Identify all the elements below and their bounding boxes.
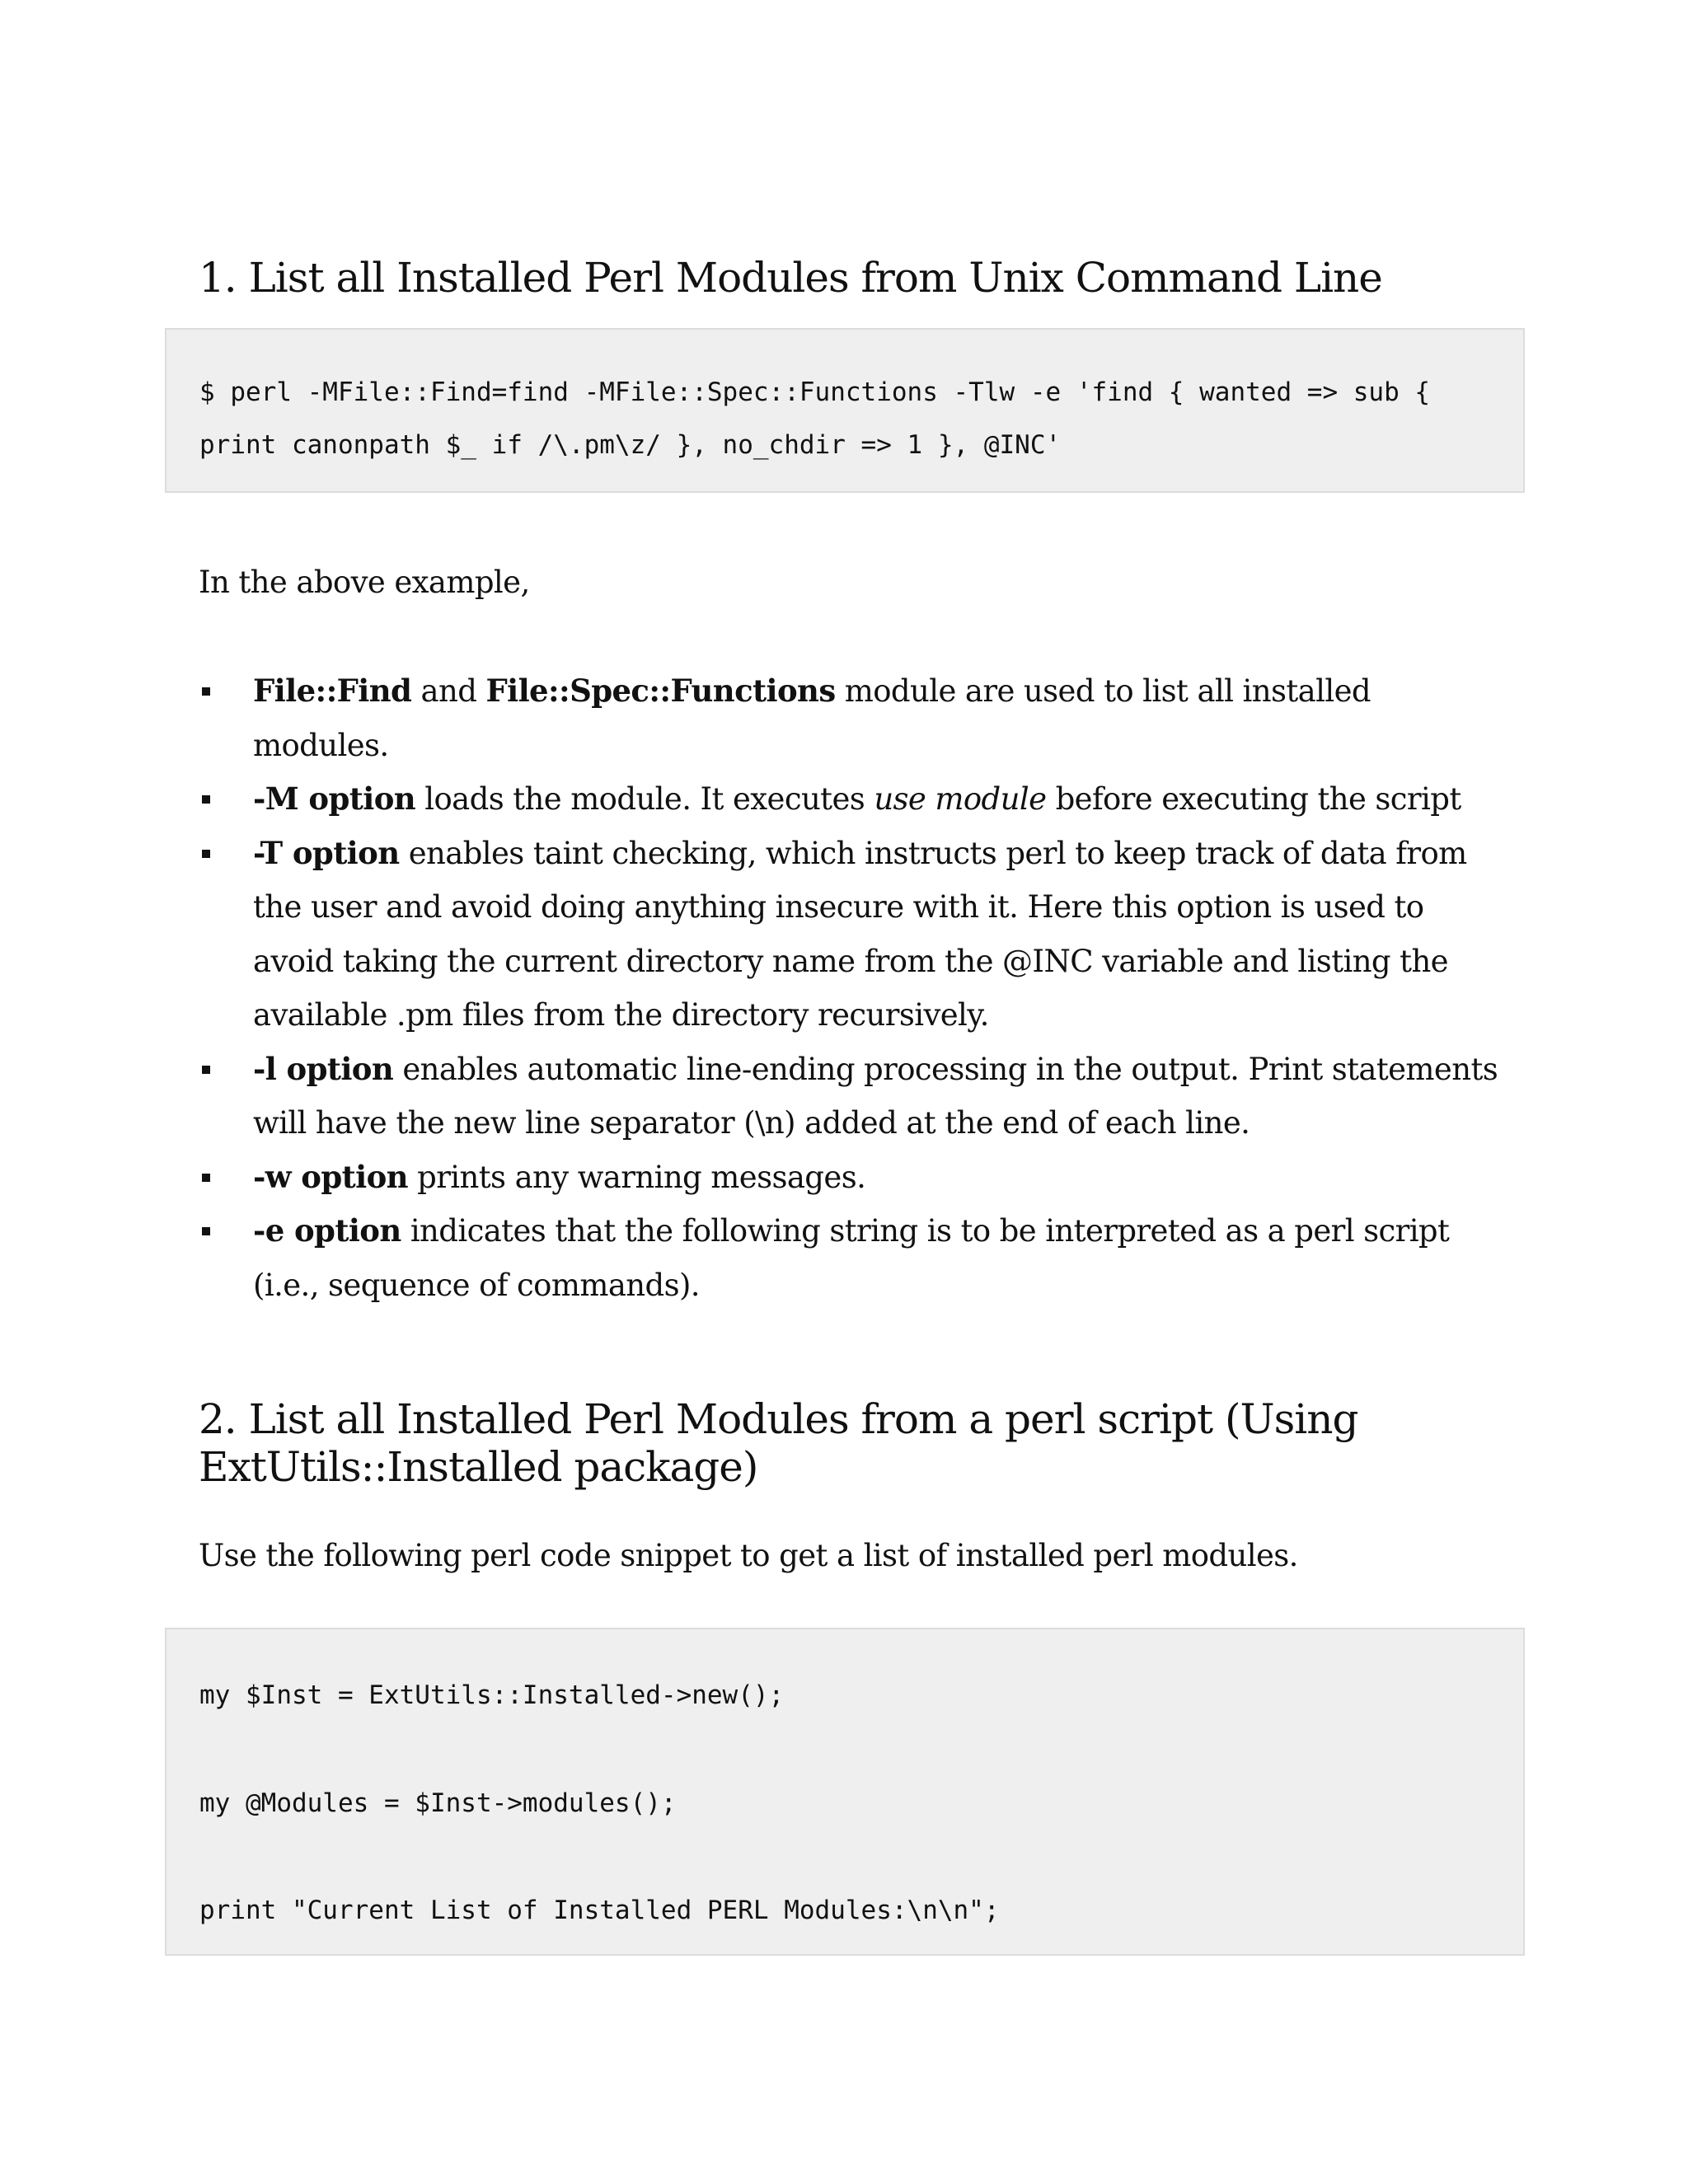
term-file-spec-functions: File::Spec::Functions: [485, 673, 836, 709]
square-bullet-icon: [202, 1174, 210, 1182]
list-item: -T option enables taint checking, which instructs perl to keep track of data from the user and avoid doing anything insecure with it. Here this option is used to avoid taking the current directory name from the @INC variable and listing the available .pm files from the directory recursively.: [199, 827, 1501, 1043]
term-use-module: use module: [874, 781, 1047, 817]
section1-heading: 1. List all Installed Perl Modules from Unix Command Line: [199, 254, 1382, 302]
section1-intro: In the above example,: [199, 565, 530, 600]
term-l-option: -l option: [253, 1050, 394, 1087]
square-bullet-icon: [202, 850, 210, 858]
section1-code-block: [165, 328, 1525, 493]
term-m-option: -M option: [253, 780, 416, 817]
square-bullet-icon: [202, 1066, 210, 1074]
code-line: $ perl -MFile::Find=find -MFile::Spec::Functions -Tlw -e 'find { wanted => sub {: [199, 377, 1431, 407]
list-item: -M option loads the module. It executes use module before executing the script: [199, 772, 1501, 827]
square-bullet-icon: [202, 687, 210, 696]
term-w-option: -w option: [253, 1158, 408, 1195]
square-bullet-icon: [202, 795, 210, 804]
term-e-option: -e option: [253, 1212, 401, 1249]
code-line: print canonpath $_ if /\.pm\z/ }, no_chdir => 1 }, @INC': [199, 430, 1062, 460]
square-bullet-icon: [202, 1227, 210, 1235]
code-line: my @Modules = $Inst->modules();: [199, 1788, 677, 1818]
option-list: [199, 664, 1501, 1312]
code-line: my $Inst = ExtUtils::Installed->new();: [199, 1680, 785, 1710]
section2-heading-line2: ExtUtils::Installed package): [199, 1443, 758, 1491]
list-item: -w option prints any warning messages.: [199, 1151, 1501, 1205]
list-item: -e option indicates that the following string is to be interpreted as a perl script (i.e., sequence of commands).: [199, 1204, 1501, 1312]
code-line: print "Current List of Installed PERL Modules:\n\n";: [199, 1896, 1000, 1925]
term-file-find: File::Find: [253, 673, 412, 709]
term-t-option: -T option: [253, 834, 400, 871]
list-item: -l option enables automatic line-ending processing in the output. Print statements will have the new line separator (\n) added at the end of each line.: [199, 1043, 1501, 1151]
section2-intro: Use the following perl code snippet to get a list of installed perl modules.: [199, 1538, 1298, 1573]
section2-heading-line1: 2. List all Installed Perl Modules from a perl script (Using: [199, 1395, 1358, 1443]
section2-code-block: [165, 1628, 1525, 1956]
list-item: File::Find and File::Spec::Functions module are used to list all installed modules.: [199, 664, 1501, 772]
